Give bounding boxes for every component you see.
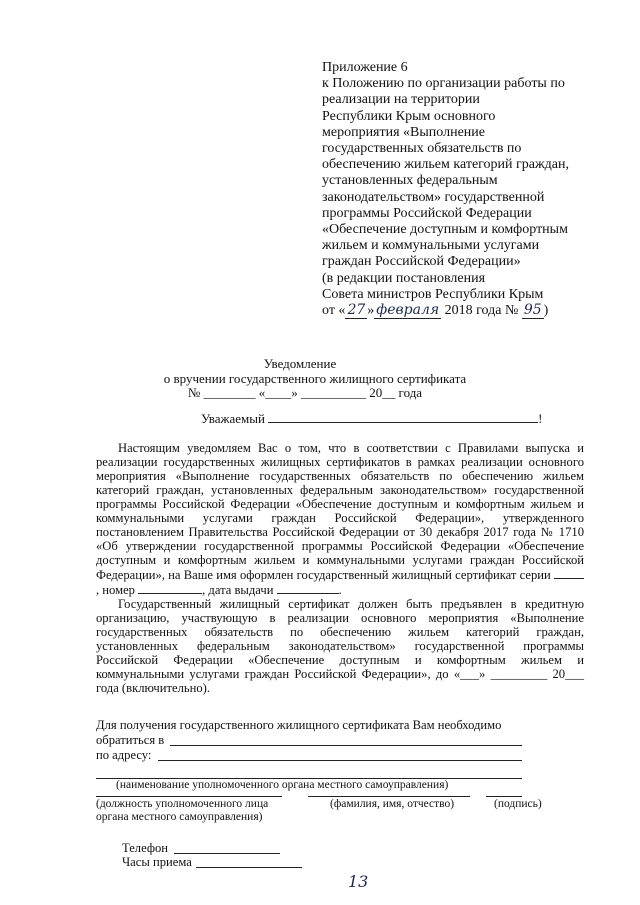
- contact-intro: Для получения государственного жилищного сертификата Вам необходимо: [96, 718, 502, 732]
- appendix-date-line: от « 27 » февраля 2018 года № 95 ): [322, 302, 549, 319]
- appendix-line: законодательством» государственной: [322, 189, 545, 205]
- phone-blank: [174, 853, 280, 854]
- reception-hours-blank: [196, 867, 302, 868]
- reception-hours-label: Часы приема: [122, 855, 192, 869]
- apply-to-label: обратиться в: [96, 733, 165, 747]
- appendix-line: Совета министров Республики Крым: [322, 286, 544, 302]
- address-label: по адресу:: [96, 748, 152, 762]
- recipient-name-blank: [268, 410, 538, 423]
- appendix-line: Приложение 6: [322, 60, 408, 75]
- appendix-line: к Положению по организации работы по: [322, 76, 565, 92]
- salutation: Уважаемый !: [201, 411, 543, 426]
- paragraph-present-deadline: Государственный жилищный сертификат должен быть предъявлен в кредитную организацию, участвующую в реализации основного мероприятия «Выполнение государственных обязательств по обеспечению жильем категорий граждан, установленных федеральным законодательством» государственной программы Российской Федерации «Обеспечение доступным и комфортным жильем и коммунальными услугами граждан Российской Федерации», до «___» _________ 20___ года (включительно).: [96, 597, 584, 695]
- signature-caption: (подпись): [494, 798, 542, 810]
- appendix-line: «Обеспечение доступным и комфортным: [322, 222, 568, 238]
- full-name-caption: (фамилия, имя, отчество): [330, 798, 455, 810]
- number-blank: [138, 582, 202, 594]
- handwritten-page-number: 13: [348, 872, 369, 891]
- notice-heading: Уведомление: [263, 356, 337, 371]
- appendix-line: граждан Российской Федерации»: [322, 254, 521, 270]
- handwritten-month: февраля: [376, 302, 440, 319]
- series-blank: [554, 567, 584, 579]
- appendix-line: программы Российской Федерации: [322, 205, 532, 221]
- paragraph-certificate-issued: Настоящим уведомляем Вас о том, что в соответствии с Правилами выпуска и реализации государственных жилищных сертификатов в рамках реализации основного мероприятия «Выполнение государственных обязательств по обеспечению жильем категорий граждан, установленных федеральным законодательством» государственной программы Российской Федерации «Обеспечение доступным и комфортным жильем и коммунальными услугами граждан Российской Федерации», утвержденного постановлением Правительства Российской Федерации от 30 декабря 2017 года № 1710 «Об утверждении государственной программы Российской Федерации «Обеспечение доступным и комфортным жильем и коммунальными услугами граждан Российской Федерации», на Ваше имя оформлен государственный жилищный сертификат серии , номер , дата выдачи .: [96, 441, 584, 597]
- apply-to-blank: [170, 745, 522, 746]
- issue-date-blank: [277, 582, 339, 594]
- appendix-line: обеспечению жильем категорий граждан,: [322, 157, 569, 173]
- appendix-line: (в редакции постановления: [322, 270, 486, 286]
- handwritten-day: 27: [347, 302, 366, 319]
- appendix-header: [322, 60, 622, 319]
- address-blank: [158, 760, 522, 761]
- appendix-line: реализации на территории: [322, 92, 480, 108]
- notice-subheading: о вручении государственного жилищного сертификата: [163, 370, 467, 386]
- appendix-line: установленных федеральным: [322, 173, 498, 189]
- notice-body: [96, 441, 584, 695]
- appendix-line: мероприятия «Выполнение: [322, 124, 485, 140]
- position-caption-2: органа местного самоуправления): [96, 811, 263, 823]
- appendix-line: Республики Крым основного: [322, 108, 496, 124]
- appendix-line: государственных обязательств по: [322, 141, 522, 157]
- phone-label: Телефон: [122, 841, 169, 855]
- handwritten-decree-number: 95: [523, 302, 542, 319]
- appendix-line: жильем и коммунальными услугами: [322, 238, 540, 254]
- position-caption-1: (должность уполномоченного лица: [96, 798, 269, 810]
- org-caption: (наименование уполномоченного органа местного самоуправления): [116, 779, 449, 791]
- notice-number-line: № ________ «____» __________ 20__ года: [187, 385, 423, 400]
- notice-title: [0, 357, 640, 401]
